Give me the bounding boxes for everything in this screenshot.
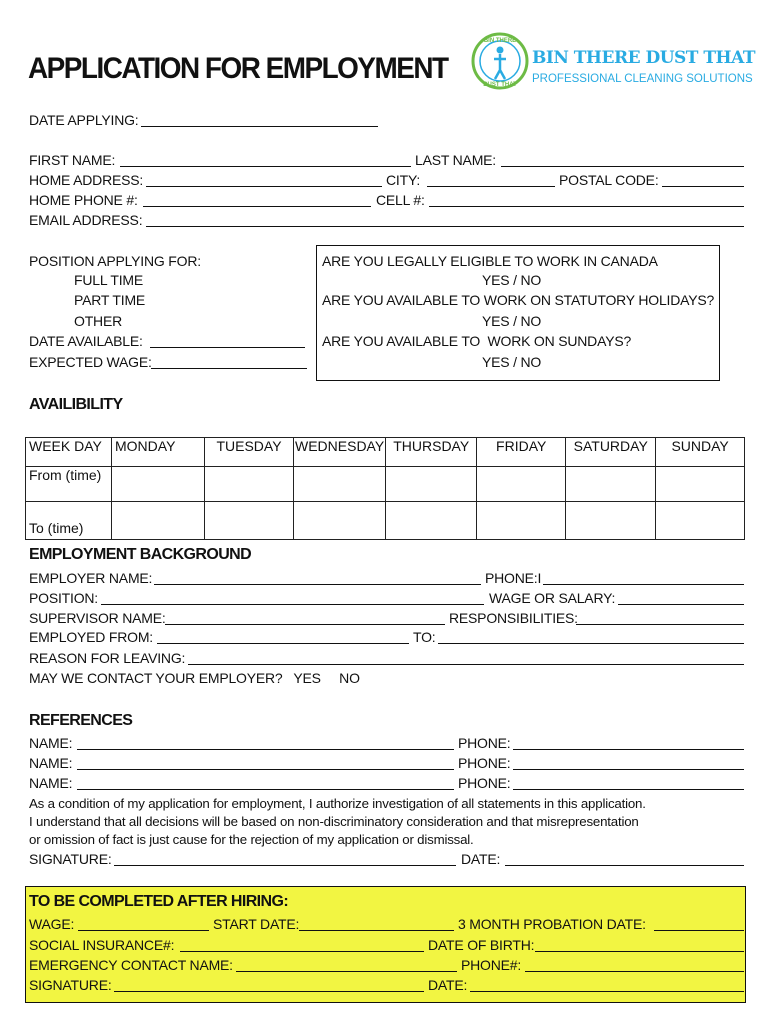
employed-from-field[interactable] [157, 643, 409, 644]
hiring-signature-field[interactable] [114, 991, 424, 992]
option-full-time[interactable]: FULL TIME [74, 272, 143, 288]
dob-label: DATE OF BIRTH: [428, 937, 535, 953]
probation-date-label: 3 MONTH PROBATION DATE: [458, 916, 646, 932]
reference-1-phone-field[interactable] [513, 749, 744, 750]
option-other[interactable]: OTHER [74, 313, 123, 329]
references-heading: REFERENCES [29, 712, 133, 729]
company-logo [470, 30, 530, 92]
to-thursday-cell[interactable] [386, 502, 477, 540]
sin-field[interactable] [180, 951, 424, 952]
employer-name-field[interactable] [154, 584, 481, 585]
hiring-wage-field[interactable] [78, 930, 209, 931]
hiring-heading: TO BE COMPLETED AFTER HIRING: [29, 893, 289, 910]
cell-field[interactable] [429, 206, 744, 207]
city-label: CITY: [386, 172, 421, 188]
postal-code-label: POSTAL CODE: [559, 172, 659, 188]
responsibilities-label: RESPONSIBILITIES: [449, 610, 578, 626]
availability-heading: AVAILIBILITY [29, 396, 123, 413]
saturday-header: SATURDAY [566, 438, 656, 467]
employed-to-label: TO: [413, 629, 436, 645]
employment-heading: EMPLOYMENT BACKGROUND [29, 546, 252, 563]
from-friday-cell[interactable] [477, 467, 566, 502]
reference-3-name-field[interactable] [77, 789, 454, 790]
emergency-phone-label: PHONE#: [461, 957, 522, 973]
hiring-wage-label: WAGE: [29, 916, 75, 932]
dob-field[interactable] [535, 951, 744, 952]
wage-salary-label: WAGE OR SALARY: [489, 590, 616, 606]
brand-tagline: PROFESSIONAL CLEANING SOLUTIONS [532, 73, 753, 85]
logo-badge-icon [470, 30, 530, 92]
date-available-label: DATE AVAILABLE: [29, 333, 143, 349]
friday-header: FRIDAY [477, 438, 566, 467]
signature-label: SIGNATURE: [29, 851, 112, 867]
sunday-header: SUNDAY [656, 438, 745, 467]
employer-name-label: EMPLOYER NAME: [29, 570, 153, 586]
home-address-label: HOME ADDRESS: [29, 172, 144, 188]
employer-phone-field[interactable] [543, 584, 744, 585]
email-label: EMAIL ADDRESS: [29, 212, 143, 228]
from-saturday-cell[interactable] [566, 467, 656, 502]
responsibilities-field[interactable] [576, 624, 744, 625]
signature-date-field[interactable] [505, 865, 744, 866]
page-title: APPLICATION FOR EMPLOYMENT [28, 52, 448, 85]
reference-2-name-field[interactable] [77, 769, 454, 770]
brand-name: BIN THERE DUST THAT [532, 48, 755, 68]
thursday-header: THURSDAY [386, 438, 477, 467]
sin-label: SOCIAL INSURANCE#: [29, 937, 175, 953]
city-field[interactable] [427, 186, 555, 187]
reason-leaving-field[interactable] [188, 664, 744, 665]
supervisor-name-label: SUPERVISOR NAME: [29, 610, 166, 626]
start-date-label: START DATE: [213, 916, 300, 932]
probation-date-field[interactable] [654, 930, 744, 931]
hiring-date-label: DATE: [428, 977, 468, 993]
from-time-label: From (time) [26, 467, 112, 502]
to-time-label: To (time) [26, 502, 112, 540]
date-available-field[interactable] [150, 347, 305, 348]
emergency-contact-field[interactable] [236, 971, 457, 972]
home-phone-label: HOME PHONE #: [29, 192, 138, 208]
authorization-statement-line: or omission of fact is just cause for the rejection of my application or dismissal. [29, 832, 474, 847]
to-monday-cell[interactable] [112, 502, 205, 540]
to-tuesday-cell[interactable] [205, 502, 294, 540]
position-held-field[interactable] [101, 604, 484, 605]
postal-code-field[interactable] [662, 186, 744, 187]
eligible-canada-question: ARE YOU LEGALLY ELIGIBLE TO WORK IN CANADA [322, 253, 658, 269]
reference-1-name-label: NAME: [29, 735, 73, 751]
expected-wage-label: EXPECTED WAGE: [29, 354, 152, 370]
from-thursday-cell[interactable] [386, 467, 477, 502]
reference-3-phone-field[interactable] [513, 789, 744, 790]
weekday-header: WEEK DAY [26, 438, 112, 467]
authorization-statement-line: As a condition of my application for employment, I authorize investigation of all statements in this application. [29, 796, 646, 811]
contact-employer-question[interactable]: MAY WE CONTACT YOUR EMPLOYER? YES NO [29, 670, 360, 686]
reference-3-name-label: NAME: [29, 775, 73, 791]
reason-leaving-label: REASON FOR LEAVING: [29, 650, 186, 666]
reference-1-name-field[interactable] [77, 749, 454, 750]
to-friday-cell[interactable] [477, 502, 566, 540]
statutory-holidays-answer[interactable]: YES / NO [482, 313, 542, 329]
from-monday-cell[interactable] [112, 467, 205, 502]
home-phone-field[interactable] [143, 206, 371, 207]
monday-header: MONDAY [112, 438, 205, 467]
start-date-field[interactable] [299, 930, 454, 931]
last-name-label: LAST NAME: [415, 152, 496, 168]
first-name-field[interactable] [120, 166, 411, 167]
employed-to-field[interactable] [438, 643, 744, 644]
expected-wage-field[interactable] [151, 368, 307, 369]
availability-table [25, 437, 745, 540]
reference-2-phone-label: PHONE: [458, 755, 511, 771]
table-row [26, 438, 745, 467]
from-tuesday-cell[interactable] [205, 467, 294, 502]
home-address-field[interactable] [146, 186, 382, 187]
reference-2-name-label: NAME: [29, 755, 73, 771]
position-held-label: POSITION: [29, 590, 98, 606]
emergency-contact-label: EMERGENCY CONTACT NAME: [29, 957, 233, 973]
eligible-canada-answer[interactable]: YES / NO [482, 272, 542, 288]
signature-date-label: DATE: [461, 851, 501, 867]
reference-2-phone-field[interactable] [513, 769, 744, 770]
table-row [26, 502, 745, 540]
from-sunday-cell[interactable] [656, 467, 745, 502]
reference-3-phone-label: PHONE: [458, 775, 511, 791]
wednesday-header: WEDNESDAY [294, 438, 386, 467]
sundays-question: ARE YOU AVAILABLE TO WORK ON SUNDAYS? [322, 333, 632, 349]
option-part-time[interactable]: PART TIME [74, 292, 146, 308]
sundays-answer[interactable]: YES / NO [482, 354, 542, 370]
table-row [26, 467, 745, 502]
tuesday-header: TUESDAY [205, 438, 294, 467]
svg-text:BIN THERE: BIN THERE [483, 38, 517, 44]
last-name-field[interactable] [501, 166, 744, 167]
cell-label: CELL #: [376, 192, 425, 208]
to-wednesday-cell[interactable] [294, 502, 386, 540]
employer-phone-label: PHONE:I [485, 570, 542, 586]
authorization-statement-line: I understand that all decisions will be based on non-discriminatory consideration and that misrepresentation [29, 814, 639, 829]
date-applying-label: DATE APPLYING: [29, 112, 139, 128]
hiring-date-field[interactable] [470, 991, 744, 992]
position-label: POSITION APPLYING FOR: [29, 253, 201, 269]
signature-field[interactable] [114, 865, 456, 866]
emergency-phone-field[interactable] [525, 971, 744, 972]
to-sunday-cell[interactable] [656, 502, 745, 540]
hiring-signature-label: SIGNATURE: [29, 977, 112, 993]
date-applying-field[interactable] [141, 126, 378, 127]
first-name-label: FIRST NAME: [29, 152, 116, 168]
reference-1-phone-label: PHONE: [458, 735, 511, 751]
svg-text:DUST THAT: DUST THAT [483, 82, 517, 88]
from-wednesday-cell[interactable] [294, 467, 386, 502]
email-field[interactable] [146, 226, 744, 227]
statutory-holidays-question: ARE YOU AVAILABLE TO WORK ON STATUTORY HOLIDAYS? [322, 292, 715, 308]
supervisor-name-field[interactable] [165, 624, 445, 625]
to-saturday-cell[interactable] [566, 502, 656, 540]
wage-salary-field[interactable] [618, 604, 744, 605]
employed-from-label: EMPLOYED FROM: [29, 629, 153, 645]
